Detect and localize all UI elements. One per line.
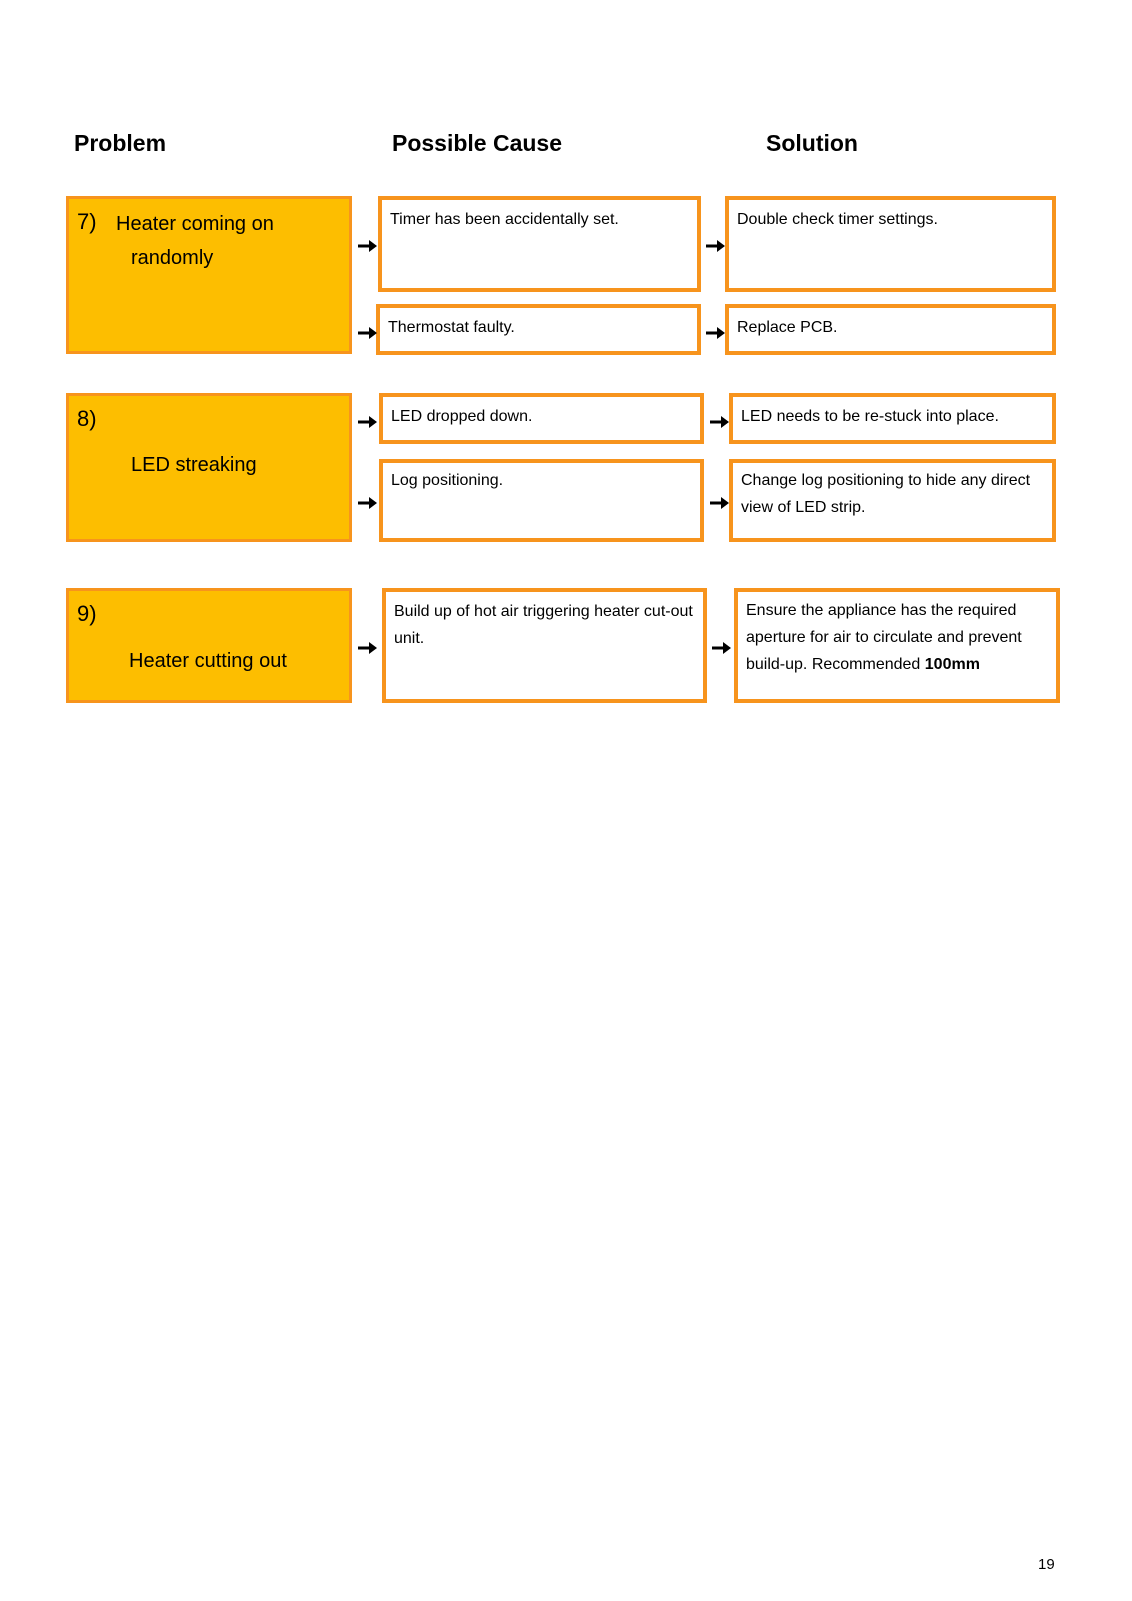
- cause-text: LED dropped down.: [391, 408, 533, 425]
- solution-text-bold: 100mm: [924, 656, 980, 673]
- cause-box-7b: [376, 304, 701, 355]
- solution-box-7a: [725, 196, 1056, 292]
- page-number: 19: [1038, 1556, 1055, 1573]
- problem-box-8: [66, 393, 352, 542]
- solution-text: Change log positioning to hide any direct view of LED strip.: [741, 472, 1031, 516]
- problem-number: 7): [77, 209, 97, 234]
- cause-box-8b: [379, 459, 704, 542]
- solution-box-8a: [729, 393, 1056, 444]
- cause-box-9: [382, 588, 707, 703]
- cause-text: Timer has been accidentally set.: [390, 211, 619, 228]
- arrow-right-icon: [712, 642, 731, 654]
- cause-text: Thermostat faulty.: [388, 319, 515, 336]
- problem-box-9: [66, 588, 352, 703]
- arrow-right-icon: [358, 416, 377, 428]
- cause-text: Build up of hot air triggering heater cut-out unit.: [394, 603, 693, 647]
- solution-box-8b: [729, 459, 1056, 542]
- arrow-right-icon: [706, 240, 725, 252]
- problem-box-7: [66, 196, 352, 354]
- arrow-right-icon: [710, 497, 729, 509]
- arrow-right-icon: [358, 497, 377, 509]
- cause-box-8a: [379, 393, 704, 444]
- problem-title-line2: randomly: [131, 247, 214, 269]
- solution-text: Replace PCB.: [737, 319, 838, 336]
- arrow-right-icon: [358, 327, 377, 339]
- problem-title-line1: Heater coming on: [116, 213, 274, 235]
- solution-text: [746, 597, 1050, 678]
- problem-number: 8): [77, 406, 97, 431]
- problem-title: Heater cutting out: [129, 650, 287, 672]
- arrow-right-icon: [710, 416, 729, 428]
- arrow-right-icon: [358, 642, 377, 654]
- solution-text: Double check timer settings.: [737, 211, 938, 228]
- arrow-right-icon: [706, 327, 725, 339]
- cause-box-7a: [378, 196, 701, 292]
- header-possible-cause: Possible Cause: [392, 130, 563, 156]
- solution-box-7b: [725, 304, 1056, 355]
- arrow-right-icon: [358, 240, 377, 252]
- solution-text-regular: Ensure the appliance has the required aperture for air to circulate and prevent build-up. Recommended: [746, 602, 1022, 673]
- problem-title: LED streaking: [131, 454, 257, 476]
- solution-box-9: [734, 588, 1060, 703]
- cause-text: Log positioning.: [391, 472, 504, 489]
- header-solution: Solution: [766, 130, 858, 156]
- problem-number: 9): [77, 601, 97, 626]
- header-problem: Problem: [74, 130, 167, 156]
- solution-text: LED needs to be re-stuck into place.: [741, 408, 999, 425]
